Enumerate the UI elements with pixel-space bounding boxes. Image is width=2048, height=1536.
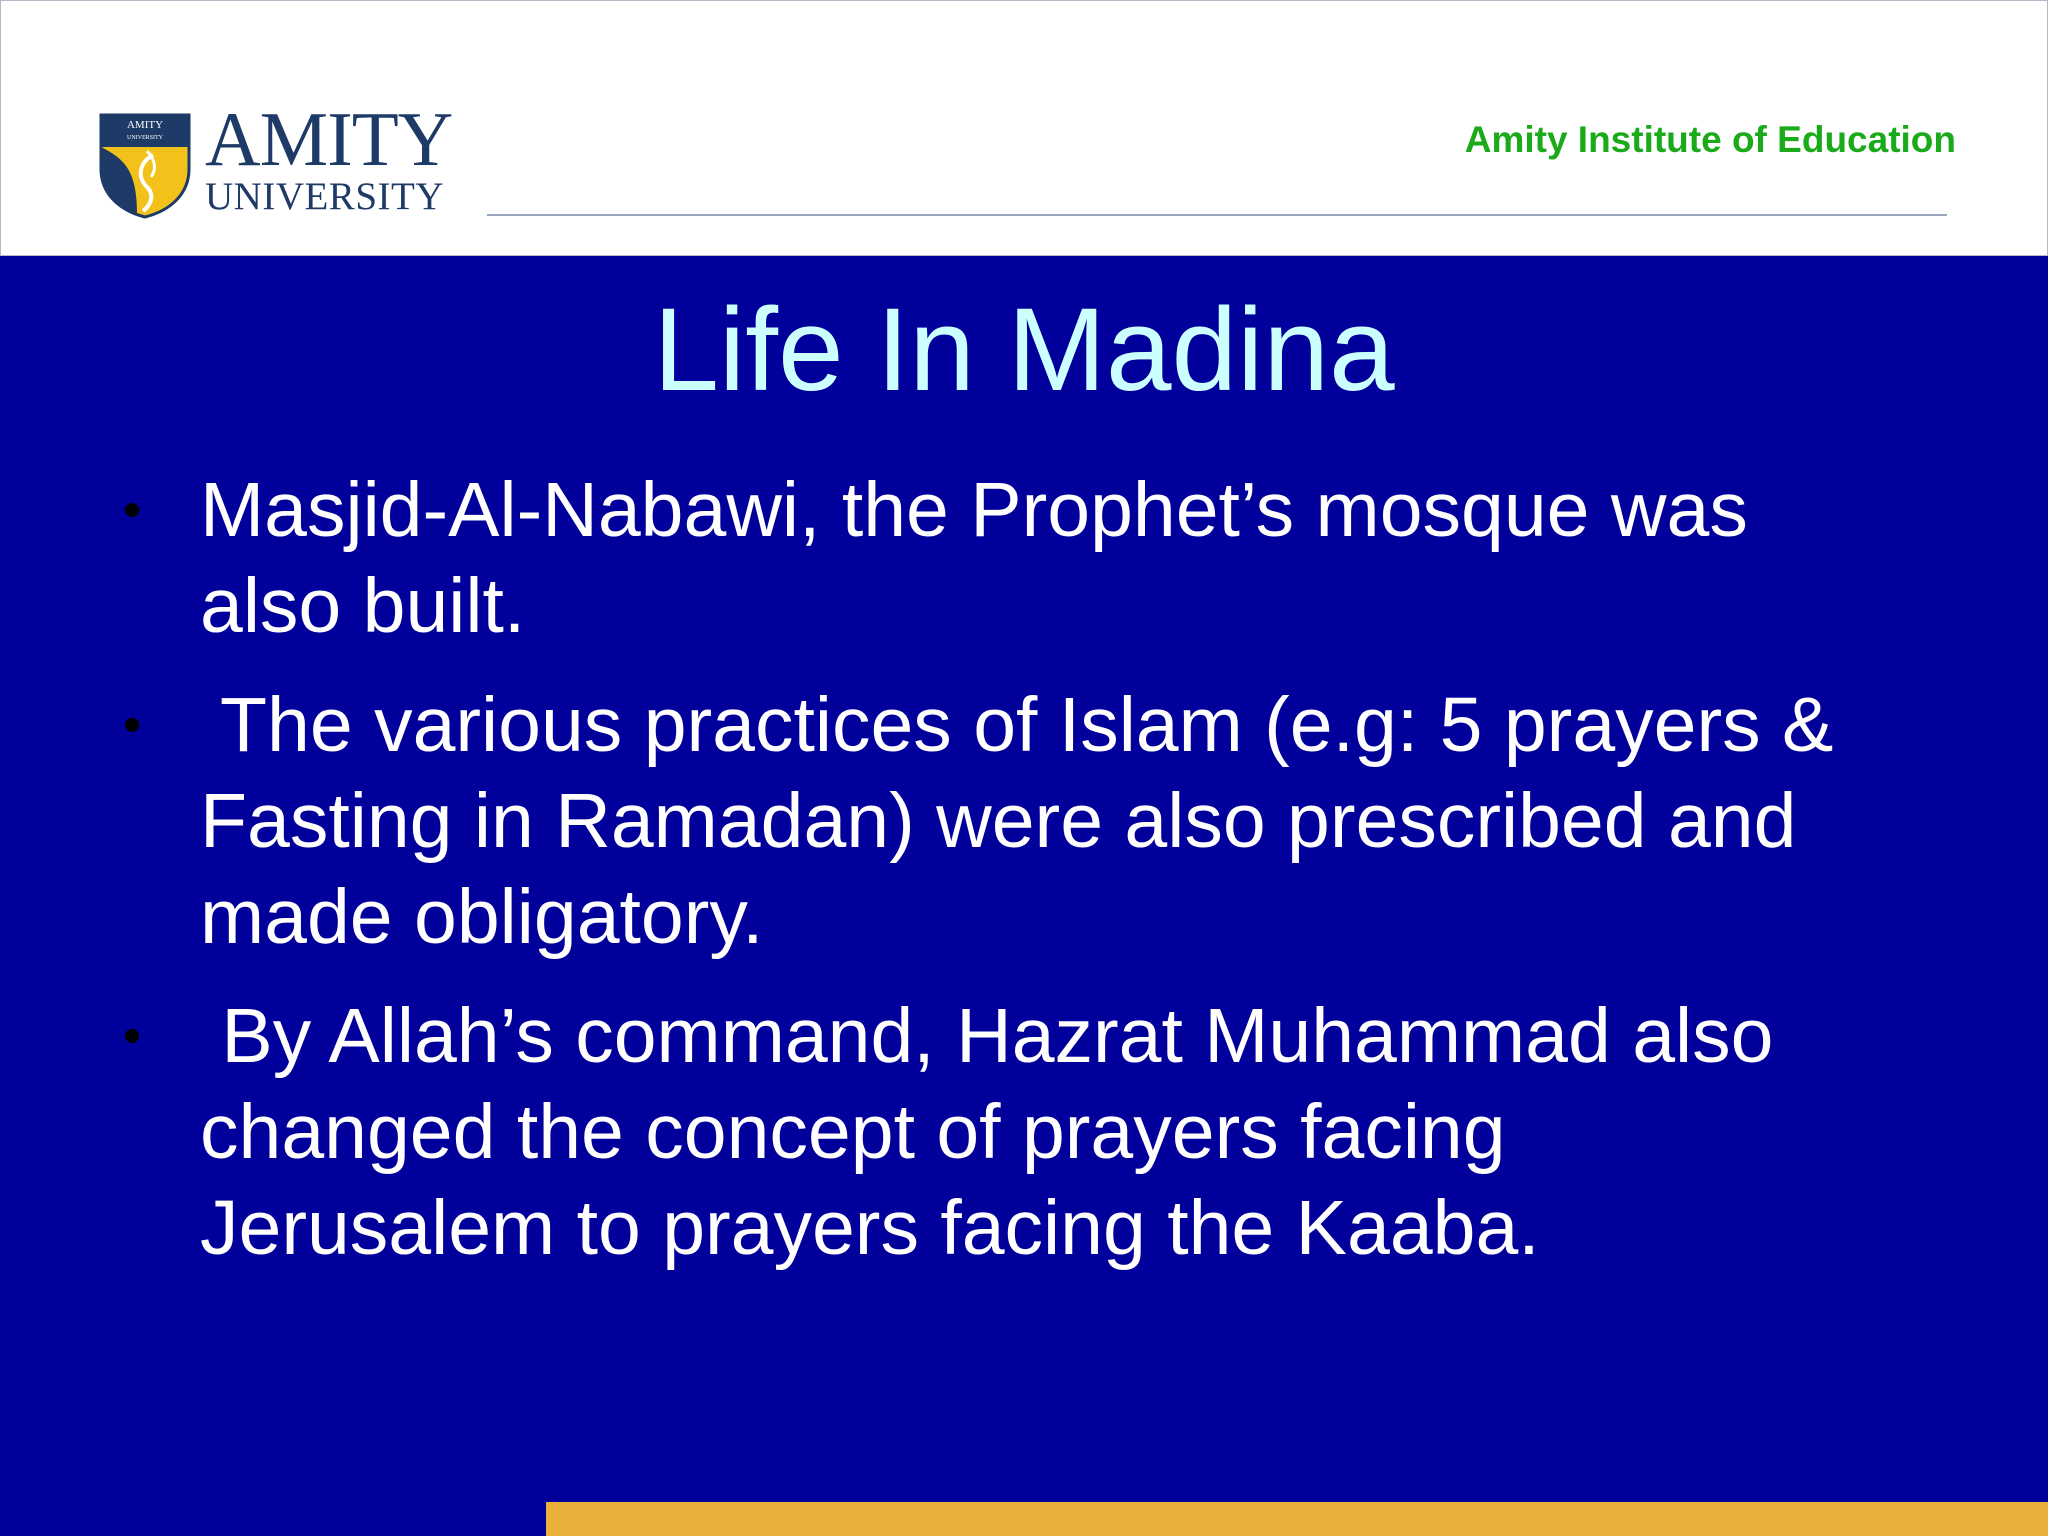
logo-shield-text-1: AMITY bbox=[126, 119, 164, 131]
bullet-dot-icon: • bbox=[123, 1007, 142, 1065]
bullet-line: By Allah’s command, Hazrat Muhammad also bbox=[200, 993, 1774, 1079]
bullet-item bbox=[123, 462, 1920, 654]
logo-wordmark-university: UNIVERSITY bbox=[205, 175, 444, 218]
bullet-line: Jerusalem to prayers facing the Kaaba. bbox=[200, 1185, 1540, 1271]
bullet-dot-icon: • bbox=[123, 696, 142, 754]
bullet-line: The various practices of Islam (e.g: 5 prayers & bbox=[200, 682, 1834, 768]
slide-header bbox=[0, 0, 2048, 256]
bullet-line: Fasting in Ramadan) were also prescribed and bbox=[200, 778, 1797, 864]
amity-university-logo bbox=[97, 96, 453, 219]
bullet-line: Masjid-Al-Nabawi, the Prophet’s mosque was bbox=[200, 467, 1748, 553]
amity-shield-icon bbox=[97, 111, 193, 219]
logo-wordmark-amity: AMITY bbox=[205, 96, 453, 182]
bullet-dot-icon: • bbox=[123, 481, 142, 539]
bullet-line: also built. bbox=[200, 563, 526, 649]
institute-name: Amity Institute of Education bbox=[1464, 119, 1956, 160]
bullet-line: made obligatory. bbox=[200, 874, 764, 960]
bullet-item bbox=[123, 988, 1920, 1276]
slide-title: Life In Madina bbox=[653, 284, 1395, 416]
bullet-item bbox=[123, 677, 1920, 965]
header-divider bbox=[487, 214, 1947, 216]
bullet-line: changed the concept of prayers facing bbox=[200, 1089, 1506, 1175]
accent-bar bbox=[546, 1502, 2048, 1536]
bullet-list bbox=[123, 462, 1920, 1276]
logo-shield-text-2: UNIVERSITY bbox=[127, 135, 163, 141]
